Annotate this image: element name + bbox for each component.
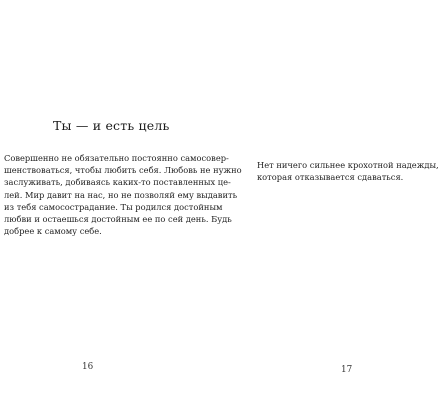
right-page xyxy=(210,0,439,420)
left-page-paragraph xyxy=(4,152,242,237)
paragraph-line: Совершенно не обязательно постоянно самосовер- xyxy=(4,153,229,163)
quote-line: которая отказывается сдаваться. xyxy=(257,172,404,183)
paragraph-line: шенствоваться, чтобы любить себя. Любовь не нужно xyxy=(4,165,242,176)
page-number-right: 17 xyxy=(341,365,353,375)
paragraph-line: из тебя самосострадание. Ты родился достойным xyxy=(4,201,223,212)
paragraph-line: лей. Мир давит на нас, но не позволяй ему выдавить xyxy=(4,189,238,200)
paragraph-line: любви и остаешься достойным ее по сей день. Будь xyxy=(4,214,232,225)
quote-line: Нет ничего сильнее крохотной надежды, xyxy=(257,160,439,170)
paragraph-line: добрее к самому себе. xyxy=(4,226,102,237)
paragraph-line: заслуживать, добиваясь каких-то поставленных це- xyxy=(4,177,231,188)
right-page-quote xyxy=(257,159,439,183)
chapter-title: Ты — и есть цель xyxy=(53,118,170,133)
page-number-left: 16 xyxy=(82,362,94,372)
